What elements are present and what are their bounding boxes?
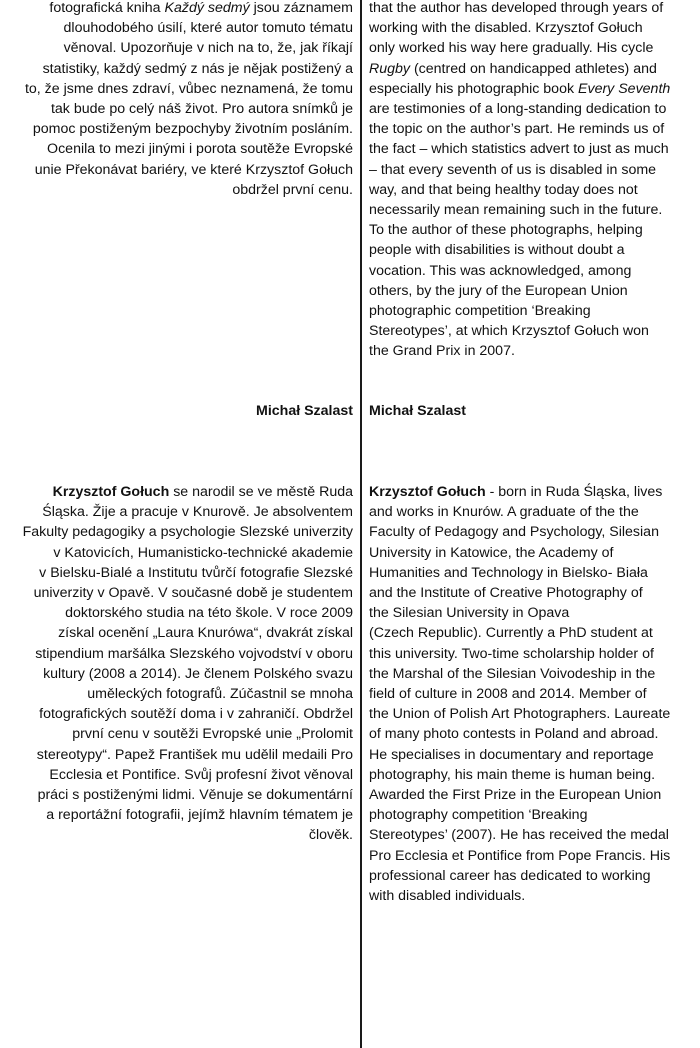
text-line [369,724,695,744]
line-text: doktorského studia na této škole. V roce 2009 [65,605,353,622]
text-line [369,543,695,563]
line-text: photography competition ‘Breaking [369,807,588,824]
text-line [4,724,353,744]
line-text: working with the disabled. Krzysztof Gołuch [369,20,643,37]
line-text: Ecclesia et Pontifice. Svůj profesní život věnoval [49,766,353,783]
right-bio-lines [369,482,695,906]
right-author-signature: Michał Szalast [369,403,466,419]
line-text: stereotypy“. Papež František mu udělil medaili Pro [36,746,353,763]
text-line [369,99,695,119]
bold-name: Krzysztof Gołuch [52,484,170,500]
text-line [369,341,695,361]
text-line [4,522,353,542]
line-text: Stereotypes’ (2007). He has received the medal [369,827,669,844]
line-text: získal ocenění „Laura Knurówa“, dvakrát získal [58,625,353,642]
text-line [4,180,353,200]
line-text: statistiky, každý sedmý z nás je nějak postižený a [42,60,353,77]
line-text: obdržel první cenu. [232,181,353,198]
text-line [369,79,695,99]
italic-title: Every Seventh [578,80,671,97]
text-line [369,139,695,159]
line-text: první cenu v soutěži Evropské unie „Prolomit [72,726,353,743]
text-line [369,765,695,785]
line-text: the Silesian University in Opava [369,605,570,622]
text-line [4,543,353,563]
line-text: unie Překonávat bariéry, ve které Krzysztof Gołuch [34,161,353,178]
bold-name: Krzysztof Gołuch [369,484,486,500]
line-text: uměleckých fotografů. Zúčastnil se mnoha [87,686,353,703]
line-text: fotografických soutěží doma i v zahraničí. Obdržel [39,706,353,723]
text-line [369,785,695,805]
line-text-post: se narodil se ve městě Ruda [169,484,353,500]
line-text: Śląska. Žije a pracuje v Knurově. Je absolventem [42,504,353,521]
line-text: are testimonies of a long-standing dedication to [369,101,667,118]
text-line [369,502,695,522]
line-text: pomoc postiženým bezpochyby životním posláním. [32,121,353,138]
text-line [4,59,353,79]
line-text: that the author has developed through years of [369,0,664,16]
text-line [369,603,695,623]
text-line [4,603,353,623]
line-text: and works in Knurów. A graduate of the the [369,504,639,521]
text-line [4,765,353,785]
line-text: člověk. [308,827,353,844]
text-line [4,502,353,522]
line-text: field of culture in 2008 and 2014. Member of [369,686,647,703]
text-line [4,684,353,704]
column-divider [360,0,362,1048]
line-text: kultury (2008 a 2014). Je členem Polského svazu [43,665,353,682]
line-text: He specialises in documentary and reportage [369,746,654,763]
line-text: Pro Ecclesia et Pontifice from Pope Francis. His [369,847,671,864]
text-line [4,664,353,684]
text-line [4,785,353,805]
line-text: práci s postiženými lidmi. Věnuje se dokumentární [37,787,353,804]
text-line [4,99,353,119]
text-line [369,321,695,341]
line-text: Awarded the First Prize in the European Union [369,787,662,804]
text-line [369,240,695,260]
line-text: the topic on the author’s part. He reminds us of [369,121,665,138]
italic-title: Každý sedmý [164,0,250,16]
line-text: Humanities and Technology in Bielsko- Biała [369,564,648,581]
text-line [4,623,353,643]
line-text: Fakulty pedagogiky a psychologie Slezské univerzity [22,524,353,541]
line-text: only worked his way here gradually. His cycle [369,40,654,57]
text-line [369,664,695,684]
text-line [369,38,695,58]
line-text-post: jsou záznamem [249,0,353,16]
line-text: with disabled individuals. [369,888,526,905]
line-text: the fact – which statistics advert to just as much [369,141,669,158]
text-line [369,261,695,281]
text-line [369,684,695,704]
text-line [4,0,353,18]
line-text: v Katovicích, Humanisticko-technické akademie [53,544,353,561]
text-line [369,846,695,866]
text-line [4,825,353,845]
line-text: tak bude po celý náš život. Pro autora snímků je [50,101,353,118]
text-line [4,644,353,664]
line-text-post: - born in Ruda Śląska, lives [485,484,663,500]
line-text: – that every seventh of us is disabled in some [369,161,657,178]
left-bio-lines [4,482,353,846]
text-line [369,301,695,321]
text-line [369,745,695,765]
text-line [369,220,695,240]
text-line [4,119,353,139]
text-line [369,644,695,664]
text-line [369,482,695,502]
text-line [4,160,353,180]
text-line [369,583,695,603]
line-text: others, by the jury of the European Union [369,282,628,299]
text-line [369,825,695,845]
line-text: photographic competition ‘Breaking [369,303,591,320]
text-line [369,886,695,906]
line-text-pre: especially his photographic book [369,80,579,97]
left-intro-lines [4,0,353,200]
italic-title: Rugby [369,60,411,77]
line-text: v Bielsku-Bialé a Institutu tvůrčí fotografie Slezské [39,564,353,581]
line-text: way, and that being healthy today does not [369,181,638,198]
text-line [369,0,695,18]
line-text: necessarily mean remaining such in the future. [369,202,663,219]
left-author-signature: Michał Szalast [256,403,353,419]
line-text: stipendium maršálka Slezského vojvodství v oboru [35,645,353,662]
line-text: the Marshal of the Silesian Voivodeship in the [369,665,656,682]
left-intro-paragraph [4,0,353,200]
line-text: photography, his main theme is human being. [369,766,656,783]
line-text: professional career has dedicated to working [369,867,651,884]
line-text-post: (centred on handicapped athletes) and [410,60,657,77]
line-text: věnoval. Upozorňuje v nich na to, že, jak říkají [63,40,353,57]
text-line [369,866,695,886]
text-line [369,281,695,301]
line-text: and the Institute of Creative Photography of [369,585,643,602]
text-line [369,200,695,220]
right-bio-paragraph [369,482,695,906]
text-line [4,583,353,603]
line-text: the Union of Polish Art Photographers. Laureate [369,706,671,723]
text-line [369,180,695,200]
line-text: people with disabilities is without doubt a [369,242,625,259]
line-text: the Grand Prix in 2007. [369,343,515,360]
left-bio-paragraph [4,482,353,846]
text-line [4,139,353,159]
text-line [4,704,353,724]
text-line [369,59,695,79]
right-intro-lines [369,0,695,362]
text-line [4,745,353,765]
text-line [4,79,353,99]
text-line [4,18,353,38]
text-line [4,563,353,583]
text-line [4,805,353,825]
text-line [369,522,695,542]
line-text: to, že jsme dnes zdraví, vůbec neznamená, že tomu [24,80,353,97]
line-text: Stereotypes’, at which Krzysztof Gołuch won [369,323,649,340]
line-text: Faculty of Pedagogy and Psychology, Silesian [369,524,659,541]
text-line [4,482,353,502]
text-line [369,704,695,724]
line-text: of many photo contests in Poland and abroad. [369,726,659,743]
line-text: this university. Two-time scholarship holder of [369,645,654,662]
right-intro-paragraph [369,0,695,362]
line-text: vocation. This was acknowledged, among [369,262,632,279]
line-text: univerzity v Opavě. V současné době je studentem [33,585,353,602]
text-line [369,805,695,825]
line-text: To the author of these photographs, helping [369,222,643,239]
text-line [369,623,695,643]
text-line [369,18,695,38]
line-text-pre: fotografická kniha [49,0,165,16]
text-line [369,119,695,139]
line-text: dlouhodobého úsilí, které autor tomuto tématu [63,20,353,37]
text-line [369,160,695,180]
line-text: Ocenila to mezi jinými i porota soutěže Evropské [47,141,353,158]
text-line [4,38,353,58]
text-line [369,563,695,583]
line-text: University in Katowice, the Academy of [369,544,614,561]
line-text: (Czech Republic). Currently a PhD student at [369,625,653,642]
line-text: a reportážní fotografii, jejímž hlavním tématem je [46,807,353,824]
